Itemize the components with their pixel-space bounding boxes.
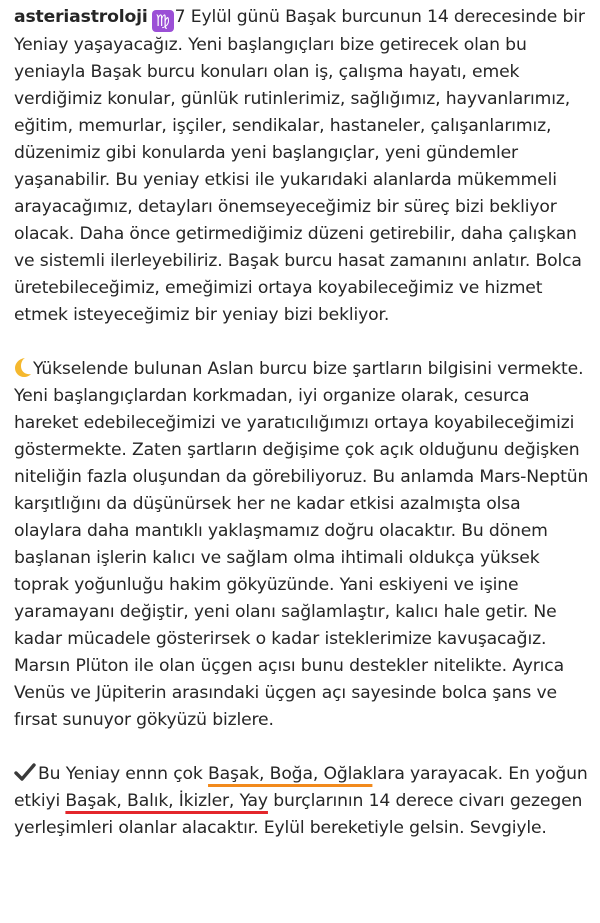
paragraph-1-text: 7 Eylül günü Başak burcunun 14 derecesinde bir Yeniay yaşayacağız. Yeni başlangıçları bize getirecek olan bu yeniayla Başak burcu konuları olan iş, çalışma hayatı, emek verdiğimiz konular, günlük rutinlerimiz, sağlığımız, hayvanlarımız, eğitim, memurlar, işçiler, sendikalar, hastaneler, çalışanlarımız, düzenimiz gibi konularda yeni başlangıçlar, yeni gündemler yaşanabilir. Bu yeniay etkisi ile yukarıdaki alanlarda mükemmeli arayacağımız, detayları önemseyeceğimiz bir süreç bizi bekliyor olacak. Daha önce getirmediğimiz düzeni getirebilir, daha çalışkan ve sistemli ilerleyebiliriz. Başak burcu hasat zamanını anlatır. Bolca üretebileceğimiz, emeğimizi ortaya koyabileceğimiz ve hizmet etmek isteyeceğimiz bir yeniay bizi bekliyor. — [14, 7, 585, 325]
virgo-zodiac-icon: ♍ — [152, 10, 174, 32]
caption-paragraph-2 — [14, 356, 592, 734]
post-caption — [14, 4, 592, 842]
caption-paragraph-3 — [14, 761, 592, 842]
paragraph-2-text: Yükselende bulunan Aslan burcu bize şartların bilgisini vermekte. Yeni başlangıçlardan korkmadan, iyi organize olarak, cesurca hareket edebileceğimizi ve yaratıcılığımızı ortaya koyabileceğimizi göstermekte. Zaten şartların değişime çok açık olduğunu değişken niteliğin fazla oluşundan da görebiliyoruz. Bu anlamda Mars-Neptün karşıtlığını da düşünürsek her ne kadar etkisi azalmışta olsa olaylara daha mantıklı yaklaşmamız doğru olacaktır. Bu dönem başlanan işlerin kalıcı ve sağlam olma ihtimali oldukça yüksek toprak yoğunluğu hakim gökyüzünde. Yani eskiyeni ve işine yaramayanı değiştir, yeni olanı sağlamlaştır, kalıcı hale getir. Ne kadar mücadele gösterirsek o kadar isteklerimize kavuşacağız. Marsın Plüton ile olan üçgen açısı bunu destekler nitelikte. Ayrıca Venüs ve Jüpiterin arasındaki üçgen açı sayesinde bolca şans ve fırsat sunuyor gökyüzü bizlere. — [14, 359, 589, 730]
username-link[interactable]: asteriastroloji — [14, 7, 148, 27]
check-mark-icon — [14, 762, 36, 782]
crescent-moon-icon — [14, 356, 32, 378]
paragraph-3-text-middle: lara yarayacak. En yoğun etkiyi — [14, 764, 588, 811]
caption-paragraph-1 — [14, 4, 592, 329]
underlined-signs-red: Başak, Balık, İkizler, Yay — [65, 791, 268, 811]
underlined-signs-orange: Başak, Boğa, Oğlak — [208, 764, 373, 784]
paragraph-3-text-end: burçlarının 14 derece civarı gezegen yerleşimleri olanlar alacaktır. Eylül bereketiyle gelsin. Sevgiyle. — [14, 791, 583, 838]
paragraph-3-text-start: Bu Yeniay ennn çok — [38, 764, 209, 784]
